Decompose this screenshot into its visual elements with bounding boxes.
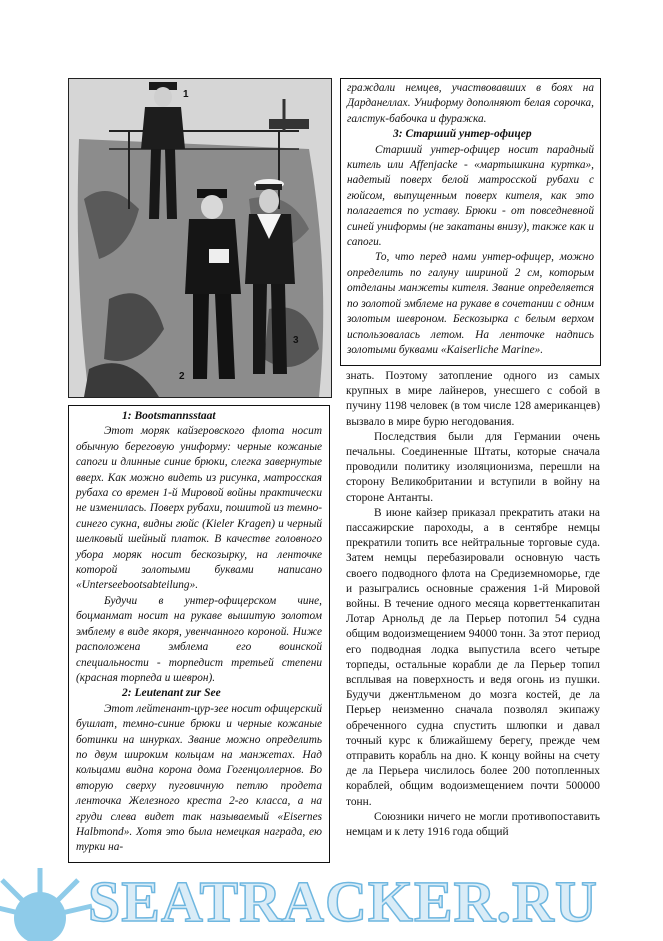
body-paragraph: Союзники ничего не могли противопоставить немцам и к лету 1916 года общий [346,810,600,839]
label-figure-2: 2 [179,371,185,382]
label-figure-3: 3 [293,335,299,346]
label-figure-1: 1 [183,89,189,100]
caption-paragraph: Будучи в унтер-офицерском чине, боцманмат носит на рукаве вышитую золотом эмблему в виде якоря, увенчанного короной. Ниже расположена эмблема его воинской специальности - торпедист третьей степени (красная торпеда и шеврон). [76,594,322,684]
illustration-drawing [69,79,331,397]
body-paragraph: Последствия были для Германии очень печальны. Соединенные Штаты, которые сначала проводили политику изоляционизма, перешли на сторону Великобритании и вступили в войну на стороне Антанты. [346,430,600,504]
caption-heading-1: 1: Bootsmannsstaat [122,410,216,422]
caption-paragraph: Этот моряк кайзеровского флота носит обычную береговую униформу: черные кожаные сапоги и длинные синие брюки, слегка завернутые вверх. Как можно видеть из рисунка, матросская рубаха со времен 1-й Мировой войны практически не изменилась. Поверх рубахи, пошитой из темно-синего сукна, видны гюйс (Kieler Kragen) и черный шелковый шейный платок. В качестве головного убора моряк носит бескозырку, на ленточке которой золотыми буквами написано «Unterseebootsabteilung». [76,425,322,592]
caption-heading-2: 2: Leutenant zur See [122,687,221,700]
caption-box-left [68,405,330,863]
caption-paragraph: Старший унтер-офицер носит парадный китель или Affenjacke - «мартышкина куртка», надетый поверх белой матросской рубахи с гюйсом, выпущенным поверх кителя, как это полагается по уставу. Брюки - от повседневной синей униформы (не закатаны внизу), также как и сапоги. [347,143,594,249]
site-logo-text: SEATRACKER.RU [88,869,598,934]
body-paragraph: В июне кайзер приказал прекратить атаки на пассажирские пароходы, а в сентябре немцы прекратили топить все нейтральные торговые суда. Затем немцы перебазировали основную часть своего подводного флота на Средиземноморье, где и разыгрались основные сражения 1-й Мировой войны. В течение одного месяца корветтенкапитан Лотар Арнольд де ла Перьер потопил 54 судна общим водоизмещением 94000 тонн. За этот период его подводная лодка выпустила всего четыре торпеды, остальные корабли де ла Перьер топил всплывая на поверхность и ведя огонь из пушки. Будучи джентльменом до мозга костей, де ла Перьер неизменно сначала позволял экипажу обреченного судна спустить шлюпки и давал точный курс к ближайшему берегу, прежде чем отправить корабль на дно. К концу войны на счету де ла Перьера числилось более 200 потопленных кораблей, общим водоизмещением почти 500000 тонн. [346,506,600,808]
caption-paragraph: Этот лейтенант-цур-зее носит офицерский бушлат, темно-синие брюки и черные кожаные ботинки на шнурках. Звание можно определить по двум широким кольцам на манжетах. Над кольцами видна корона дома Гогенцоллернов. Во вторую сверху пуговичную петлю продета ленточка Железного креста 2-го класса, а на груди слева видет так называемый «Eisernes Halbmond». Хотя это была немецкая награда, ею турки на- [76,702,322,854]
caption-paragraph: То, что перед нами унтер-офицер, можно определить по галуну шириной 2 см, которым отделаны манжеты кителя. Звание определяется по золотой эмблеме на рукаве в сочетании с одним золотым шевроном. Бескозырка с белым верхом использовалась летом. На ленточке надпись золотыми буквами «Kaiserliche Marine». [347,251,594,356]
body-paragraph: знать. Поэтому затопление одного из самых крупных в мире лайнеров, унесшего с собой в пучину 1198 человек (в том числе 128 американцев) вызвало в мире бурю негодования. [346,370,600,428]
caption-box-top [340,78,601,366]
caption-continuation: граждали немцев, участвовавших в боях на Дарданеллах. Униформу дополняют белая сорочка, галстук-бабочка и фуражка. [347,82,594,125]
body-text-column [346,369,600,840]
caption-heading-3: 3: Старший унтер-офицер [393,128,532,141]
uniform-illustration [68,78,332,398]
